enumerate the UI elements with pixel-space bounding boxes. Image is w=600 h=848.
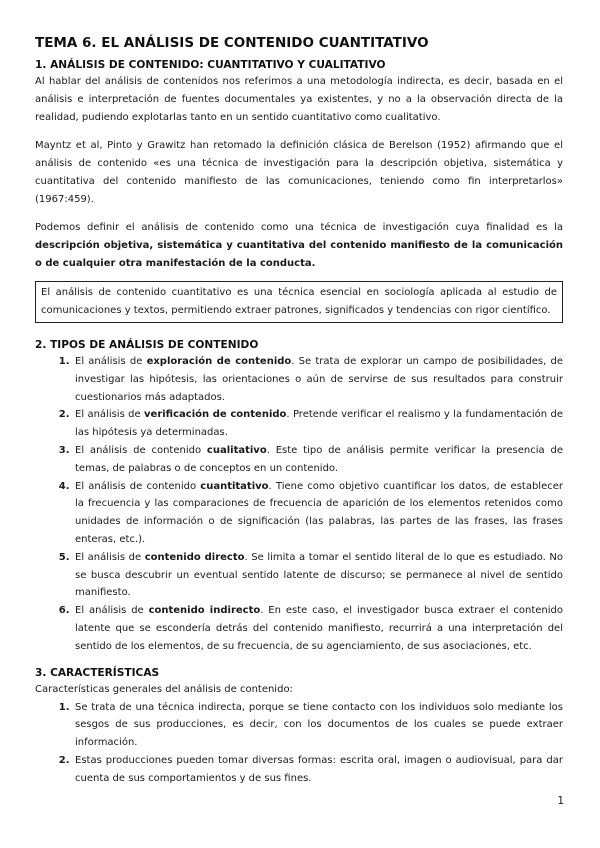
- list-item: 2. Estas producciones pueden tomar diversas formas: escrita oral, imagen o audiovisual, para dar cuenta de sus comportamientos y de sus fines.: [73, 752, 563, 788]
- types-list: [35, 353, 563, 656]
- section-3-heading: 3. CARACTERÍSTICAS: [35, 666, 160, 679]
- paragraph-3-text: Podemos definir el análisis de contenido como una técnica de investigación cuya finalidad es la: [35, 222, 563, 233]
- document-title: TEMA 6. EL ANÁLISIS DE CONTENIDO CUANTITATIVO: [35, 35, 429, 51]
- section-1-paragraph-2: Mayntz et al, Pinto y Grawitz han retomado la definición clásica de Berelson (1952) afirmando que el análisis de contenido «es una técnica de investigación para la descripción objetiva, sistemática y cuantitativa del contenido manifiesto de las comunicaciones, teniendo como fin interpretarlos» (1967:459).: [35, 140, 563, 205]
- document-page: [35, 34, 563, 788]
- list-item: 4. El análisis de contenido cuantitativo. Tiene como objetivo cuantificar los datos, de establecer la frecuencia y las comparaciones de frecuencia de aparición de los elementos retenidos como unidades de información o de significación (las palabras, las partes de las frases, las frases enteras, etc.).: [73, 478, 563, 549]
- characteristics-list: [35, 699, 563, 788]
- list-item: 1. El análisis de exploración de contenido. Se trata de explorar un campo de posibilidades, de investigar las hipótesis, las orientaciones o aún de servirse de sus resultados para construir cuestionarios más adaptados.: [73, 353, 563, 406]
- section-1-heading: 1. ANÁLISIS DE CONTENIDO: CUANTITATIVO Y CUALITATIVO: [35, 59, 386, 71]
- section-3-intro: Características generales del análisis de contenido:: [35, 683, 293, 695]
- summary-box: El análisis de contenido cuantitativo es una técnica esencial en sociología aplicada al estudio de comunicaciones y textos, permitiendo extraer patrones, significados y tendencias con rigor científico.: [35, 281, 563, 323]
- list-item: 2. El análisis de verificación de contenido. Pretende verificar el realismo y la fundamentación de las hipótesis ya determinadas.: [73, 406, 563, 442]
- list-item: 1. Se trata de una técnica indirecta, porque se tiene contacto con los individuos solo mediante los sesgos de sus producciones, es decir, con los documentos de los cuales se puede extraer información.: [73, 699, 563, 752]
- section-1-paragraph-1: Al hablar del análisis de contenidos nos referimos a una metodología indirecta, es decir, basada en el análisis e interpretación de fuentes documentales ya existentes, y no a la observación directa de la realidad, pudiendo explotarlas tanto en un sentido cuantitativo como cualitativo.: [35, 76, 563, 123]
- page-number: 1: [557, 795, 564, 807]
- paragraph-3-bold: descripción objetiva, sistemática y cuantitativa del contenido manifiesto de la comunicación o de cualquier otra manifestación de la conducta.: [35, 240, 563, 269]
- section-1-paragraph-3: [35, 219, 563, 273]
- list-item: 5. El análisis de contenido directo. Se limita a tomar el sentido literal de lo que es estudiado. No se busca descubrir un eventual sentido latente de discurso; se permanece al nivel de sentido manifiesto.: [73, 549, 563, 602]
- list-item: 3. El análisis de contenido cualitativo. Este tipo de análisis permite verificar la presencia de temas, de palabras o de conceptos en un contenido.: [73, 442, 563, 478]
- section-2-heading: 2. TIPOS DE ANÁLISIS DE CONTENIDO: [35, 339, 259, 351]
- list-item: 6. El análisis de contenido indirecto. En este caso, el investigador busca extraer el contenido latente que se escondería detrás del contenido manifiesto, recurrirá a una interpretación del sentido de los elementos, de su frecuencia, de su agenciamiento, de sus asociaciones, etc.: [73, 602, 563, 655]
